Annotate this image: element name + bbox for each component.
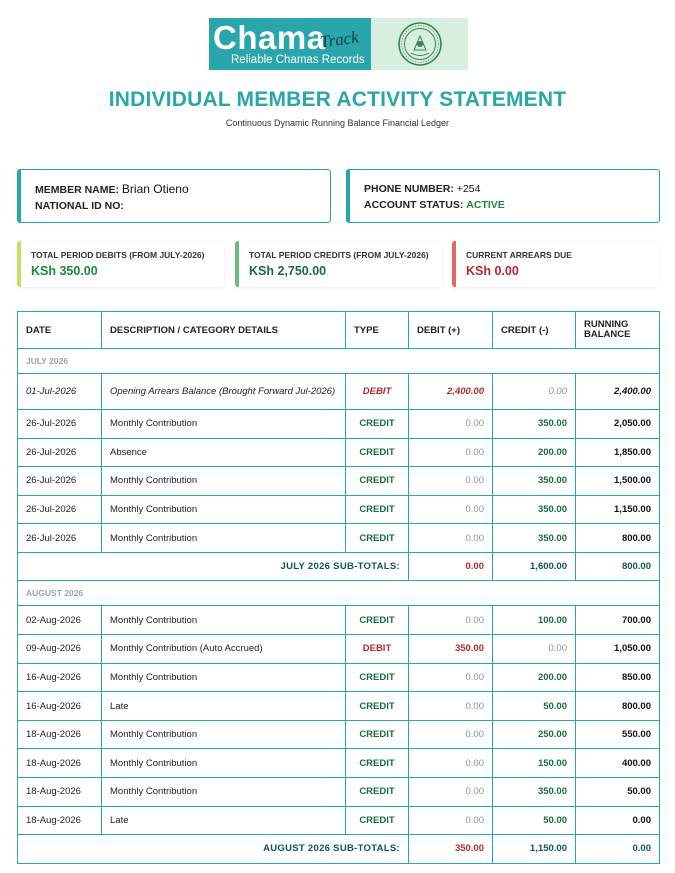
table-row — [18, 720, 660, 749]
cell-type: CREDIT — [346, 438, 409, 467]
cell-date: 16-Aug-2026 — [18, 663, 102, 692]
cell-date: 26-Jul-2026 — [18, 467, 102, 496]
cell-credit: 150.00 — [493, 749, 576, 778]
phone-line — [364, 181, 659, 197]
col-header-type: TYPE — [346, 312, 409, 349]
running-label-line1: RUNNING — [584, 319, 629, 330]
cell-type: CREDIT — [346, 806, 409, 835]
member-info-card — [17, 169, 331, 223]
cell-debit: 0.00 — [409, 495, 493, 524]
table-row — [18, 692, 660, 721]
cell-debit: 350.00 — [409, 635, 493, 664]
subtotal-credit: 1,150.00 — [493, 835, 576, 864]
ledger-table — [17, 311, 660, 864]
chamatrack-logo — [209, 18, 371, 70]
cell-type: CREDIT — [346, 749, 409, 778]
table-row — [18, 749, 660, 778]
member-name-label: MEMBER NAME: — [35, 184, 119, 196]
cell-credit: 50.00 — [493, 806, 576, 835]
subtotal-balance: 0.00 — [576, 835, 660, 864]
kpi-arrears-label: CURRENT ARREARS DUE — [466, 250, 572, 260]
cell-running-balance: 1,850.00 — [576, 438, 660, 467]
cell-description: Monthly Contribution — [102, 663, 346, 692]
cell-date: 18-Aug-2026 — [18, 720, 102, 749]
cell-description: Opening Arrears Balance (Brought Forward Jul-2026) — [102, 374, 346, 410]
kpi-total-debits — [17, 241, 224, 287]
cell-description: Monthly Contribution — [102, 524, 346, 553]
cell-running-balance: 0.00 — [576, 806, 660, 835]
cell-debit: 0.00 — [409, 467, 493, 496]
table-row — [18, 663, 660, 692]
cell-credit: 0.00 — [493, 374, 576, 410]
cell-type: CREDIT — [346, 467, 409, 496]
running-label-line2: BALANCE — [584, 329, 631, 340]
table-row — [18, 374, 660, 410]
month-header-row — [18, 581, 660, 606]
cell-description: Monthly Contribution (Auto Accrued) — [102, 635, 346, 664]
cell-type: CREDIT — [346, 495, 409, 524]
page-title: INDIVIDUAL MEMBER ACTIVITY STATEMENT — [108, 88, 567, 111]
kpi-debits-value: KSh 350.00 — [31, 264, 98, 278]
cell-running-balance: 2,050.00 — [576, 410, 660, 439]
kpi-arrears-value: KSh 0.00 — [466, 264, 519, 278]
cell-description: Monthly Contribution — [102, 467, 346, 496]
col-header-credit: CREDIT (-) — [493, 312, 576, 349]
cell-date: 26-Jul-2026 — [18, 438, 102, 467]
cell-debit: 0.00 — [409, 778, 493, 807]
cell-running-balance: 1,050.00 — [576, 635, 660, 664]
cell-description: Late — [102, 692, 346, 721]
cell-credit: 250.00 — [493, 720, 576, 749]
col-header-description: DESCRIPTION / CATEGORY DETAILS — [102, 312, 346, 349]
cell-date: 02-Aug-2026 — [18, 606, 102, 635]
cell-debit: 0.00 — [409, 524, 493, 553]
ledger-body — [18, 349, 660, 864]
cell-date: 26-Jul-2026 — [18, 524, 102, 553]
cell-credit: 200.00 — [493, 438, 576, 467]
subtotal-row — [18, 552, 660, 581]
cell-running-balance: 550.00 — [576, 720, 660, 749]
logo-wordmark: Chama — [213, 19, 326, 56]
table-row — [18, 806, 660, 835]
cell-debit: 0.00 — [409, 749, 493, 778]
cell-running-balance: 700.00 — [576, 606, 660, 635]
kpi-credits-label: TOTAL PERIOD CREDITS (FROM JULY-2026) — [249, 250, 429, 260]
cell-running-balance: 400.00 — [576, 749, 660, 778]
table-row — [18, 495, 660, 524]
national-id-line — [35, 198, 330, 214]
kpi-total-credits — [235, 241, 442, 287]
cell-debit: 2,400.00 — [409, 374, 493, 410]
cell-debit: 0.00 — [409, 806, 493, 835]
cell-date: 16-Aug-2026 — [18, 692, 102, 721]
account-info-card — [346, 169, 660, 223]
cell-running-balance: 1,150.00 — [576, 495, 660, 524]
cell-type: CREDIT — [346, 524, 409, 553]
table-row — [18, 410, 660, 439]
cell-credit: 350.00 — [493, 467, 576, 496]
cell-description: Absence — [102, 438, 346, 467]
table-row — [18, 438, 660, 467]
cell-description: Monthly Contribution — [102, 720, 346, 749]
cell-running-balance: 50.00 — [576, 778, 660, 807]
cell-credit: 350.00 — [493, 410, 576, 439]
cell-credit: 350.00 — [493, 778, 576, 807]
seal-emblem-icon — [397, 20, 443, 68]
kpi-debits-label: TOTAL PERIOD DEBITS (FROM JULY-2026) — [31, 250, 205, 260]
subtotal-credit: 1,600.00 — [493, 552, 576, 581]
cell-debit: 0.00 — [409, 438, 493, 467]
subtotal-label: JULY 2026 SUB-TOTALS: — [18, 552, 409, 581]
page-subtitle: Continuous Dynamic Running Balance Financial Ledger — [225, 118, 450, 128]
cell-debit: 0.00 — [409, 606, 493, 635]
cell-credit: 350.00 — [493, 524, 576, 553]
month-label: AUGUST 2026 — [18, 581, 660, 606]
cell-credit: 200.00 — [493, 663, 576, 692]
table-row — [18, 467, 660, 496]
cell-description: Monthly Contribution — [102, 606, 346, 635]
cell-credit: 100.00 — [493, 606, 576, 635]
cell-description: Monthly Contribution — [102, 749, 346, 778]
cell-date: 09-Aug-2026 — [18, 635, 102, 664]
logo-tagline: Reliable Chamas Records — [231, 54, 365, 66]
subtotal-debit: 350.00 — [409, 835, 493, 864]
table-row — [18, 524, 660, 553]
subtotal-label: AUGUST 2026 SUB-TOTALS: — [18, 835, 409, 864]
cell-type: CREDIT — [346, 778, 409, 807]
status-line — [364, 197, 659, 213]
table-row — [18, 635, 660, 664]
cell-type: CREDIT — [346, 410, 409, 439]
phone-value: +254 — [456, 183, 481, 195]
col-header-date: DATE — [18, 312, 102, 349]
cell-description: Monthly Contribution — [102, 778, 346, 807]
cell-credit: 50.00 — [493, 692, 576, 721]
cell-date: 18-Aug-2026 — [18, 749, 102, 778]
phone-label: PHONE NUMBER: — [364, 183, 454, 195]
cell-debit: 0.00 — [409, 410, 493, 439]
cell-date: 26-Jul-2026 — [18, 410, 102, 439]
month-header-row — [18, 349, 660, 374]
cell-type: CREDIT — [346, 720, 409, 749]
cell-description: Monthly Contribution — [102, 495, 346, 524]
cell-type: DEBIT — [346, 635, 409, 664]
kpi-credits-value: KSh 2,750.00 — [249, 264, 327, 278]
subtotal-balance: 800.00 — [576, 552, 660, 581]
table-row — [18, 778, 660, 807]
cell-running-balance: 800.00 — [576, 524, 660, 553]
seal-badge — [371, 18, 468, 70]
cell-running-balance: 1,500.00 — [576, 467, 660, 496]
national-id-label: NATIONAL ID NO: — [35, 200, 124, 212]
cell-date: 01-Jul-2026 — [18, 374, 102, 410]
table-row — [18, 606, 660, 635]
cell-date: 18-Aug-2026 — [18, 806, 102, 835]
subtotal-debit: 0.00 — [409, 552, 493, 581]
kpi-arrears — [452, 241, 659, 287]
member-name-line — [35, 181, 330, 198]
cell-running-balance: 800.00 — [576, 692, 660, 721]
subtotal-row — [18, 835, 660, 864]
cell-credit: 350.00 — [493, 495, 576, 524]
cell-debit: 0.00 — [409, 663, 493, 692]
cell-debit: 0.00 — [409, 720, 493, 749]
month-label: JULY 2026 — [18, 349, 660, 374]
cell-date: 18-Aug-2026 — [18, 778, 102, 807]
cell-type: DEBIT — [346, 374, 409, 410]
cell-date: 26-Jul-2026 — [18, 495, 102, 524]
cell-credit: 0.00 — [493, 635, 576, 664]
col-header-debit: DEBIT (+) — [409, 312, 493, 349]
account-status-label: ACCOUNT STATUS: — [364, 199, 464, 211]
col-header-running-balance — [576, 312, 660, 349]
cell-type: CREDIT — [346, 692, 409, 721]
logo-script-text: Track — [318, 27, 360, 52]
brand-header — [0, 14, 675, 72]
cell-description: Monthly Contribution — [102, 410, 346, 439]
cell-running-balance: 850.00 — [576, 663, 660, 692]
cell-type: CREDIT — [346, 606, 409, 635]
cell-type: CREDIT — [346, 663, 409, 692]
cell-running-balance: 2,400.00 — [576, 374, 660, 410]
account-status-badge: ACTIVE — [466, 199, 505, 211]
cell-debit: 0.00 — [409, 692, 493, 721]
cell-description: Late — [102, 806, 346, 835]
table-header-row — [18, 312, 660, 349]
member-name-value: Brian Otieno — [121, 182, 189, 196]
